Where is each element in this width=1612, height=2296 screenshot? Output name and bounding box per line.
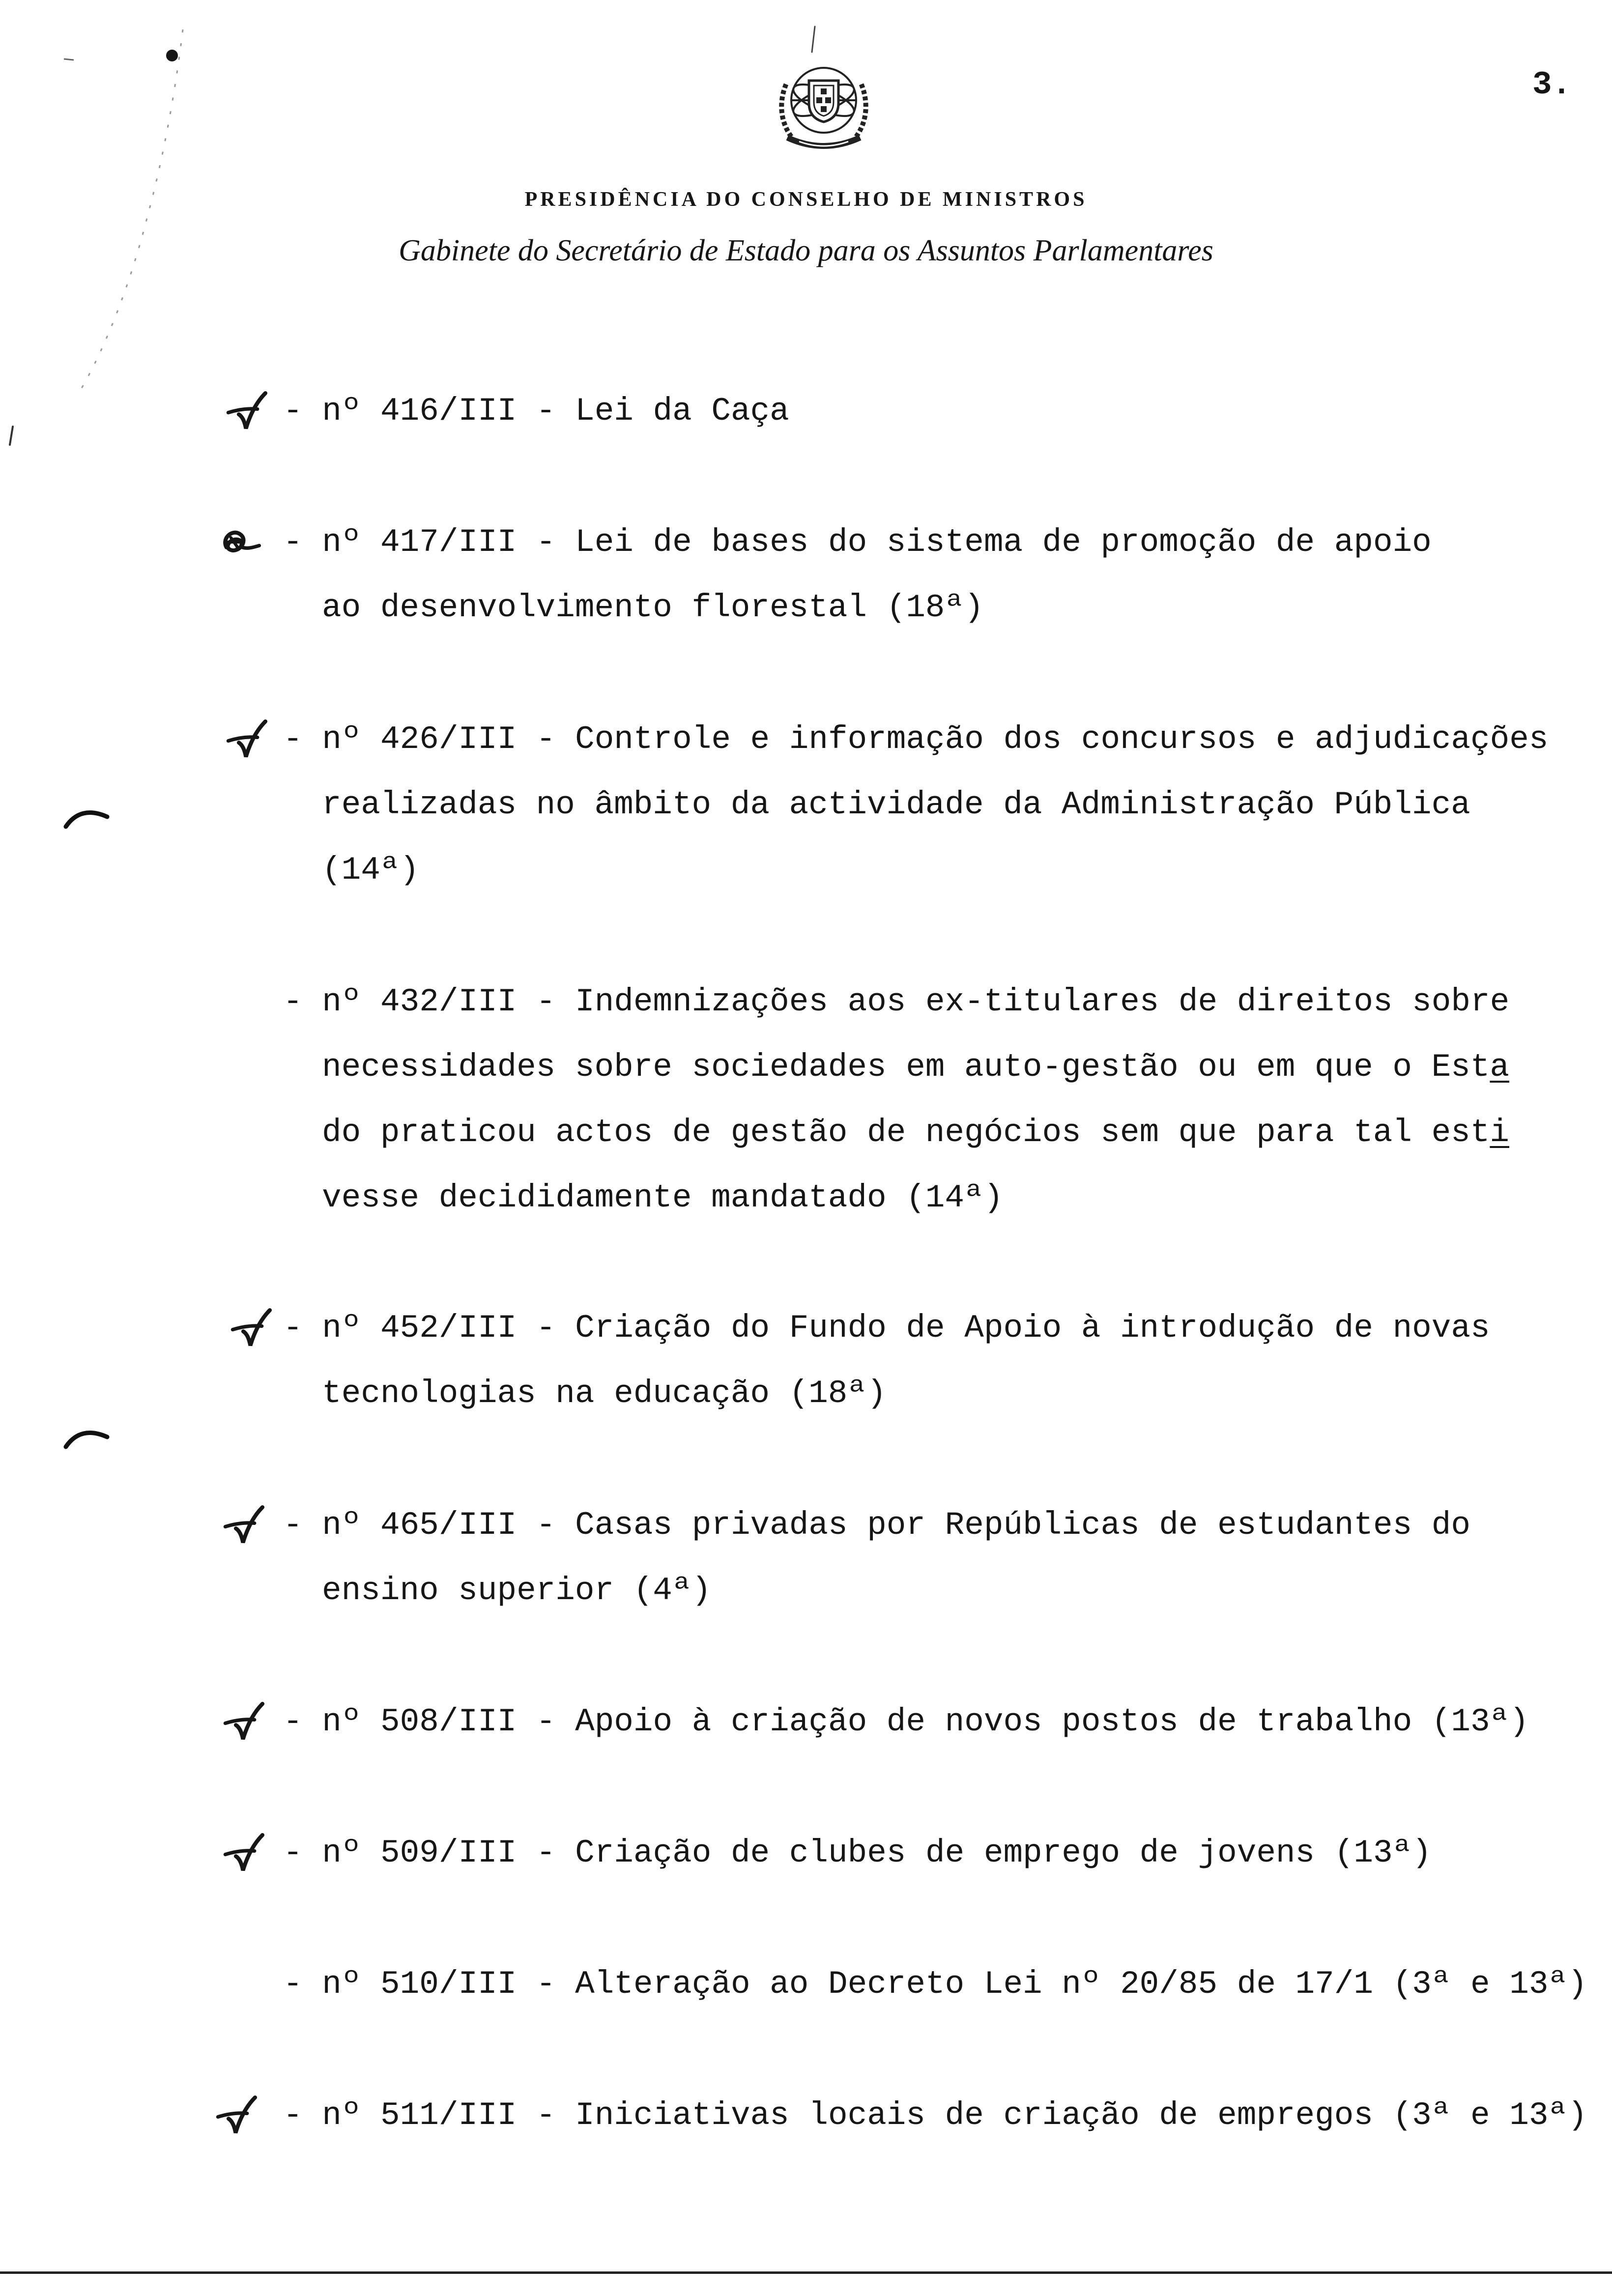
item-line: - nº 426/III - Controle e informação dos concursos e adjudicações [283,721,1549,758]
item-line: - nº 452/III - Criação do Fundo de Apoio à introdução de novas [283,1310,1490,1347]
item-line: - nº 508/III - Apoio à criação de novos postos de trabalho (13ª) [283,1703,1529,1740]
list-item [0,2083,1612,2148]
check-mark-icon [223,1699,267,1744]
item-line: - nº 432/III - Indemnizações aos ex-titulares de direitos sobre [283,983,1510,1020]
item-line: - nº 509/III - Criação de clubes de emprego de jovens (13ª) [283,1835,1432,1871]
check-mark-icon [226,389,270,433]
item-line [0,1100,1612,1165]
list-item [0,707,1612,903]
check-mark-icon [223,1503,267,1547]
institution-heading: PRESIDÊNCIA DO CONSELHO DE MINISTROS [524,188,1088,211]
list-item [0,1492,1612,1623]
item-line: - nº 511/III - Iniciativas locais de criação de empregos (3ª e 13ª) [283,2097,1587,2134]
item-line: realizadas no âmbito da actividade da Administração Pública [322,786,1470,823]
line-text: do praticou actos de gestão de negócios sem que para tal est [322,1114,1490,1151]
check-mark-icon [215,2093,259,2137]
item-line: - nº 510/III - Alteração ao Decreto Lei nº 20/85 de 17/1 (3ª e 13ª) [283,1966,1587,2003]
item-line: - nº 465/III - Casas privadas por Repúblicas de estudantes do [283,1507,1470,1544]
check-mark-icon [230,1306,274,1350]
list-item [0,510,1612,640]
list-item [0,1295,1612,1426]
coat-of-arms-icon [770,58,878,154]
item-line [0,1034,1612,1100]
pencil-mark [806,25,821,54]
page-bottom-rule [0,2271,1612,2274]
item-line: (14ª) [322,852,420,889]
list-item [0,1952,1612,2017]
item-line: ao desenvolvimento florestal (18ª) [322,589,984,626]
list-item [0,378,1612,444]
item-line: ensino superior (4ª) [322,1572,712,1609]
scribble-mark-icon [217,520,261,564]
item-line: - nº 417/III - Lei de bases do sistema de promoção de apoio [283,524,1432,561]
office-subheading: Gabinete do Secretário de Estado para os Assuntos Parlamentares [399,234,1213,267]
list-item [0,1689,1612,1754]
check-mark-icon [226,717,270,761]
list-item [0,1820,1612,1886]
page-number: 3. [1532,66,1572,103]
list-item [0,969,1612,1231]
item-line: - nº 416/III - Lei da Caça [283,393,789,430]
line-text: necessidades sobre sociedades em auto-gestão ou em que o Est [322,1049,1490,1086]
hyphenation-underlined-char: i [1490,1114,1509,1151]
punch-hole-mark [63,1424,110,1450]
item-line: vesse decididamente mandatado (14ª) [322,1179,1004,1216]
check-mark-icon [223,1831,267,1875]
item-line: tecnologias na educação (18ª) [322,1375,887,1412]
hyphenation-underlined-char: a [1490,1049,1509,1086]
